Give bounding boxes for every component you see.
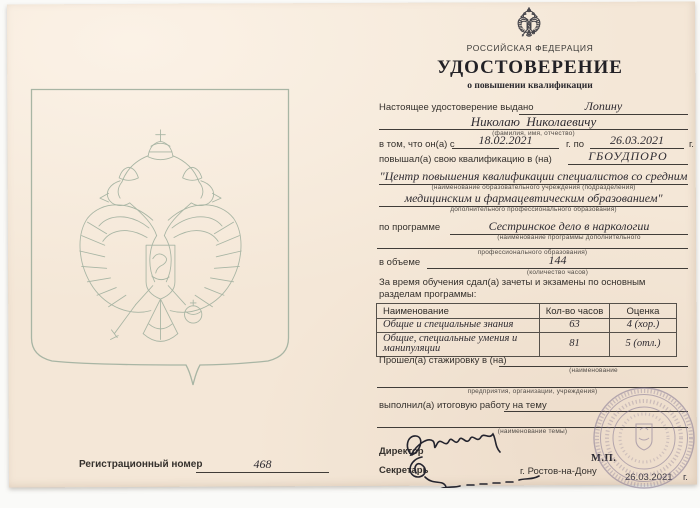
program-extra-field: [377, 232, 688, 249]
document-subtitle: о повышении квалификации: [467, 81, 593, 91]
name-caption: (фамилия, имя, отчество): [492, 130, 575, 137]
date-to-value: 26.03.2021: [610, 133, 664, 147]
org-caption1: (наименование образовательного учреждения (подразделения): [431, 184, 636, 191]
name-field: [379, 112, 688, 130]
issue-date: 26.03.2021: [625, 472, 673, 483]
document-title: УДОСТОВЕРЕНИЕ: [437, 57, 623, 78]
volume-field: [427, 252, 688, 269]
org-line2-value: медицинским и фармацевтическим образованием": [404, 191, 663, 205]
table-header-row: [377, 304, 677, 319]
date-from-value: 18.02.2021: [478, 133, 533, 147]
org-line2-field: [379, 189, 688, 207]
g-label: г.: [689, 139, 694, 150]
org-line1-value: "Центр повышения квалификации специалистов со средним: [379, 169, 688, 183]
header-country: РОССИЙСКАЯ ФЕДЕРАЦИЯ: [466, 43, 594, 53]
volume-caption: (количество часов): [526, 269, 589, 276]
volume-label: в объеме: [379, 257, 421, 268]
issued-label: Настоящее удостоверение выдано: [379, 102, 534, 113]
volume-value: 144: [548, 253, 567, 267]
exams-paragraph: За время обучения сдал(а) зачеты и экзамены по основным разделам программы:: [379, 277, 646, 300]
col-hours-header: Кол-во часов: [540, 304, 610, 319]
col-grade-header: Оценка: [610, 304, 677, 319]
surname-value: Лопину: [584, 99, 623, 113]
org-line1-field: [379, 167, 688, 185]
marks-table: [376, 303, 677, 357]
org-caption2: дополнительного профессионального образования): [450, 206, 617, 213]
org-abbr-value: ГБОУДПОРО: [588, 149, 668, 163]
row1-name: Общие и специальные знания: [377, 319, 540, 333]
name-value: Николаю Николаевичу: [470, 114, 597, 129]
program-label: по программе: [379, 222, 441, 233]
program-caption2: профессионального образования): [477, 249, 588, 256]
registration-number-field: [196, 455, 329, 473]
round-stamp-seal: [592, 386, 696, 490]
row2-grade: 5 (отл.): [610, 332, 677, 356]
russia-emblem-icon: [516, 7, 542, 41]
program-caption1: (наименование программы дополнительного: [497, 234, 641, 241]
registration-number-label: Регистрационный номер: [79, 459, 203, 470]
org-abbr-field: [568, 147, 688, 165]
row1-hours: 63: [540, 319, 610, 333]
secretary-label: Секретарь: [379, 465, 429, 476]
qualification-label: повышал(а) свою квалификацию в (на): [379, 154, 552, 165]
internship-caption2: предприятия, организации, учреждения): [467, 388, 598, 395]
city-label: г. Ростов-на-Дону: [520, 466, 597, 477]
row2-name: Общие, специальные умения и манипуляции: [377, 332, 540, 356]
shield-frame: [30, 88, 290, 388]
internship-field-1: [499, 350, 688, 367]
row1-grade: 4 (хор.): [610, 319, 677, 333]
period-label: в том, что он(а) с: [379, 139, 455, 150]
internship-caption1: (наименование: [569, 367, 618, 374]
program-value: Сестринское дело в наркологии: [488, 219, 650, 233]
date-from-field: [452, 132, 559, 149]
col-name-header: Наименование: [377, 304, 540, 319]
row2-hours: 81: [540, 332, 610, 356]
g-po-label: г. по: [566, 139, 585, 150]
stamp-place-label: М.П.: [591, 453, 617, 464]
registration-number-value: 468: [253, 457, 272, 471]
internship-label: Прошел(а) стажировку в (на): [379, 355, 507, 366]
issue-date-suffix: г.: [683, 472, 688, 483]
thesis-caption: (наименование темы): [497, 428, 568, 435]
thesis-label: выполнил(а) итоговую работу на тему: [379, 400, 547, 411]
coat-of-arms-watermark-icon: [80, 130, 242, 342]
director-label: Директор: [379, 446, 424, 457]
table-row: [377, 319, 677, 333]
